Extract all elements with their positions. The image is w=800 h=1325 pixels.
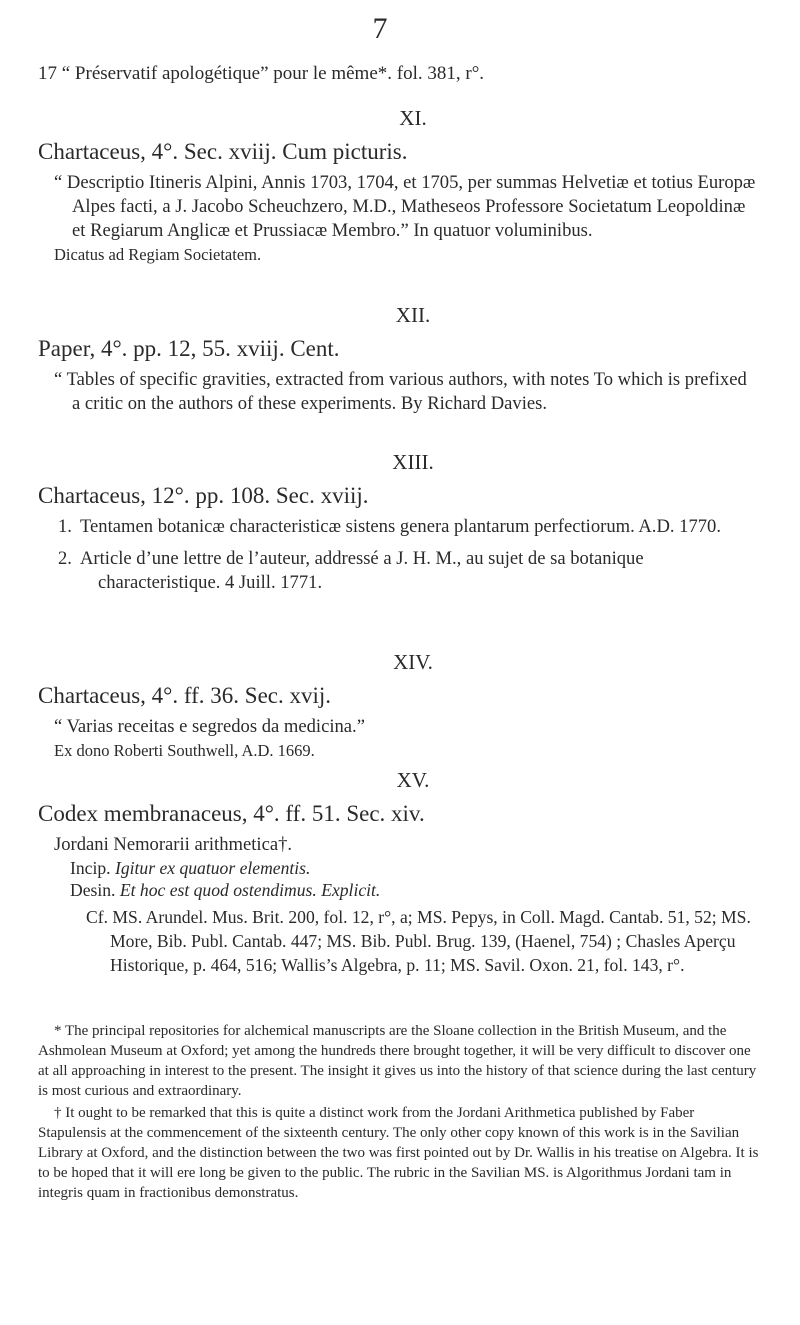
entry-xv	[38, 768, 758, 977]
entry-heading: Codex membranaceus, 4°. ff. 51. Sec. xiv.	[38, 801, 425, 826]
item-17-line: 17 “ Préservatif apologétique” pour le même*. fol. 381, r°.	[38, 63, 485, 84]
entry-number: XIV.	[393, 650, 433, 674]
entry-description: “ Tables of specific gravities, extracted from various authors, with notes To which is prefixed a critic on the authors of these experiments. By Richard Davies.	[54, 369, 747, 414]
entry-donor: Ex dono Roberti Southwell, A.D. 1669.	[54, 741, 315, 760]
footnote: † It ought to be remarked that this is quite a distinct work from the Jordani Arithmetica published by Faber Stapulensis at the commencement of the sixteenth century. The only other copy known of this work is in the Savilian Library at Oxford, and the distinction between the two was first pointed out by Dr. Wallis in his treatise on Algebra. It is to be hoped that it will ere long be given to the public. The rubric in the Savilian MS. is Algorithmus Jordani tam in integris quam in fractionibus demonstratus.	[38, 1105, 759, 1201]
entry-number: XIII.	[392, 450, 434, 474]
footnote: * The principal repositories for alchemical manuscripts are the Sloane collection in the British Museum, and the Ashmolean Museum at Oxford; yet among the hundreds there brought together, it will be very difficult to discover one at all approaching in interest to the present. The insight it gives us into the history of that science during the last century is most curious and extraordinary.	[38, 1023, 757, 1099]
entry-dedication: Dicatus ad Regiam Societatem.	[54, 245, 262, 264]
entry-heading: Chartaceus, 4°. ff. 36. Sec. xvij.	[38, 683, 332, 708]
list-item: 1. Tentamen botanicæ characteristicæ sistens genera plantarum perfectiorum. A.D. 1770.	[58, 516, 722, 537]
page-number: 7	[372, 12, 388, 45]
incipit: Incip. Igitur ex quatuor elementis.	[70, 858, 311, 878]
entry-heading: Chartaceus, 12°. pp. 108. Sec. xviij.	[38, 483, 369, 508]
entry-description: “ Varias receitas e segredos da medicina.”	[54, 716, 365, 737]
entry-number: XII.	[395, 303, 431, 327]
entry-xii	[38, 303, 758, 416]
list-item: 2. Article d’une lettre de l’auteur, addressé a J. H. M., au sujet de sa botanique characteristique. 4 Juill. 1771.	[58, 548, 644, 593]
entry-heading: Paper, 4°. pp. 12, 55. xviij. Cent.	[38, 336, 340, 361]
entry-xiii	[38, 450, 758, 603]
entry-title: Jordani Nemorarii arithmetica†.	[54, 834, 293, 855]
desinit: Desin. Et hoc est quod ostendimus. Explicit.	[70, 880, 381, 900]
entry-number: XI.	[399, 106, 427, 130]
entry-description: “ Descriptio Itineris Alpini, Annis 1703, 1704, et 1705, per summas Helvetiæ et totius Europæ Alpes facti, a J. Jacobo Scheuchzero, M.D., Matheseos Professore Societatum Leopoldinæ et Regiarum Anglicæ et Prussiacæ Membro.” In quatuor voluminibus.	[54, 172, 756, 241]
entry-xiv	[38, 650, 758, 763]
entry-number: XV.	[396, 768, 430, 792]
entry-xi	[38, 106, 758, 267]
footnotes	[38, 1021, 760, 1205]
entry-heading: Chartaceus, 4°. Sec. xviij. Cum picturis.	[38, 139, 408, 164]
references: Cf. MS. Arundel. Mus. Brit. 200, fol. 12, r°, a; MS. Pepys, in Coll. Magd. Cantab. 51, 52; MS. More, Bib. Publ. Cantab. 447; MS. Bib. Publ. Brug. 139, (Haenel, 754) ; Chasles Aperçu Historique, p. 464, 516; Wallis’s Algebra, p. 11; MS. Savil. Oxon. 21, fol. 143, r°.	[86, 907, 751, 975]
